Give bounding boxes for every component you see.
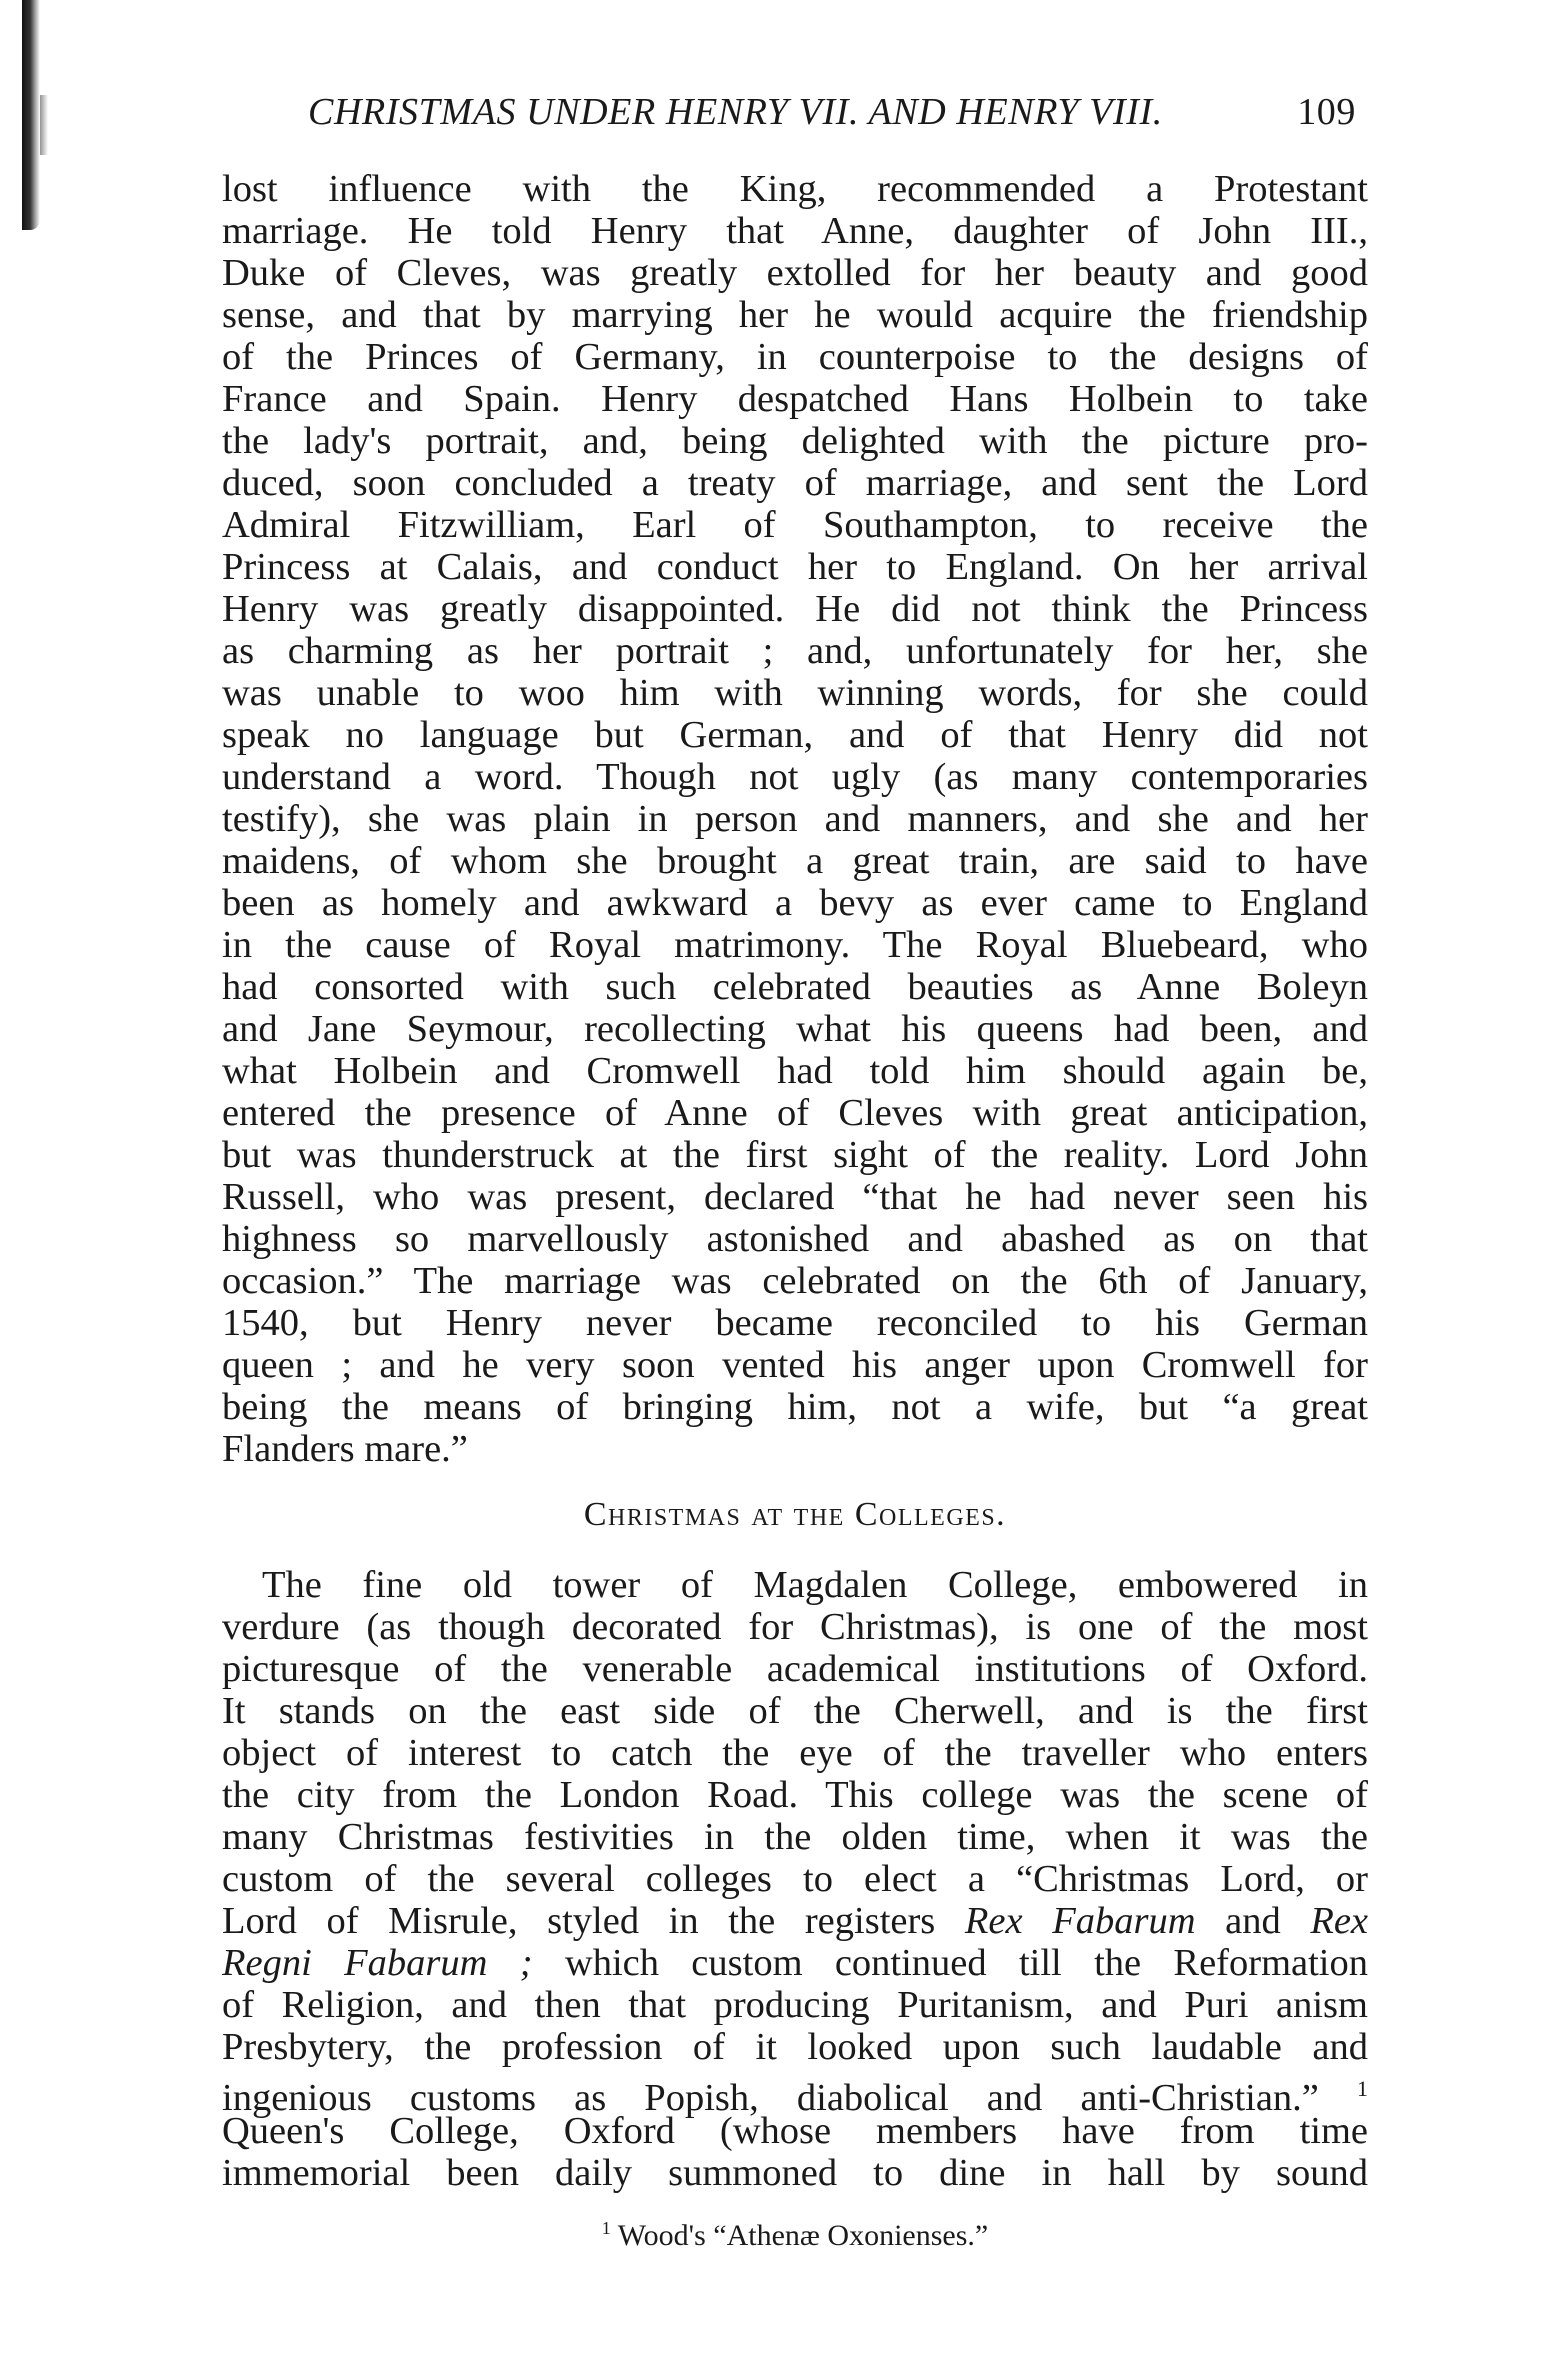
text-run: Lord of Misrule, styled in the registers xyxy=(222,1900,936,1942)
text-line: was unable to woo him with winning words, for she could xyxy=(222,672,1368,714)
text-line: Henry was greatly disappointed. He did not think the Princess xyxy=(222,588,1368,630)
text-line: speak no language but German, and of that Henry did not xyxy=(222,714,1368,756)
text-line: Admiral Fitzwilliam, Earl of Southampton, to receive the xyxy=(222,504,1368,546)
paragraph-magdalen-college xyxy=(222,1564,1368,2194)
latin-term: Rex xyxy=(1310,1900,1369,1942)
text-line: Flanders mare.” xyxy=(222,1428,468,1470)
text-line: Princess at Calais, and conduct her to England. On her arrival xyxy=(222,546,1368,588)
text-run: and xyxy=(1225,1900,1281,1942)
text-line: of Religion, and then that producing Puritanism, and Puri anism xyxy=(222,1984,1368,2026)
text-line: had consorted with such celebrated beauties as Anne Boleyn xyxy=(222,966,1368,1008)
text-line: sense, and that by marrying her he would acquire the friendship xyxy=(222,294,1368,336)
text-line: many Christmas festivities in the olden time, when it was the xyxy=(222,1816,1368,1858)
text-line: Russell, who was present, declared “that he had never seen his xyxy=(222,1176,1368,1218)
latin-term: Regni Fabarum ; xyxy=(222,1942,533,1984)
text-line: queen ; and he very soon vented his anger upon Cromwell for xyxy=(222,1344,1368,1386)
text-line: picturesque of the venerable academical institutions of Oxford. xyxy=(222,1648,1368,1690)
text-line: as charming as her portrait ; and, unfortunately for her, she xyxy=(222,630,1368,672)
binding-shadow xyxy=(22,0,40,230)
text-line: duced, soon concluded a treaty of marriage, and sent the Lord xyxy=(222,462,1368,504)
text-line: custom of the several colleges to elect a “Christmas Lord, or xyxy=(222,1858,1368,1900)
text-line: testify), she was plain in person and manners, and she and her xyxy=(222,798,1368,840)
text-line: The fine old tower of Magdalen College, embowered in xyxy=(262,1564,1368,1606)
section-heading: Christmas at the Colleges. xyxy=(583,1496,1007,1533)
text-line xyxy=(222,1900,1368,1942)
latin-term: Rex Fabarum xyxy=(964,1900,1196,1942)
text-line: France and Spain. Henry despatched Hans Holbein to take xyxy=(222,378,1368,420)
running-head-title: CHRISTMAS UNDER HENRY VII. AND HENRY VIII. xyxy=(308,91,1163,133)
text-line: been as homely and awkward a bevy as ever came to England xyxy=(222,882,1368,924)
text-line: being the means of bringing him, not a wife, but “a great xyxy=(222,1386,1368,1428)
text-line: Presbytery, the profession of it looked upon such laudable and xyxy=(222,2026,1368,2068)
text-line: 1540, but Henry never became reconciled to his German xyxy=(222,1302,1368,1344)
text-line: object of interest to catch the eye of the traveller who enters xyxy=(222,1732,1368,1774)
footnote-reference[interactable]: 1 xyxy=(1357,2076,1369,2101)
running-head xyxy=(224,86,1364,138)
text-line: the lady's portrait, and, being delighted with the picture pro- xyxy=(222,420,1368,462)
text-line: understand a word. Though not ugly (as many contemporaries xyxy=(222,756,1368,798)
text-line: in the cause of Royal matrimony. The Royal Bluebeard, who xyxy=(222,924,1368,966)
text-line xyxy=(222,1942,1368,1984)
text-line: and Jane Seymour, recollecting what his queens had been, and xyxy=(222,1008,1368,1050)
footnote-text: Wood's “Athenæ Oxonienses.” xyxy=(617,2219,989,2252)
paragraph-henry-anne-of-cleves xyxy=(222,168,1368,1470)
text-line: Queen's College, Oxford (whose members have from time xyxy=(222,2110,1368,2152)
text-line xyxy=(222,2068,1369,2119)
text-line: entered the presence of Anne of Cleves with great anticipation, xyxy=(222,1092,1368,1134)
text-line: It stands on the east side of the Cherwell, and is the first xyxy=(222,1690,1368,1732)
text-line: what Holbein and Cromwell had told him should again be, xyxy=(222,1050,1368,1092)
text-line: verdure (as though decorated for Christmas), is one of the most xyxy=(222,1606,1368,1648)
text-line: immemorial been daily summoned to dine in hall by sound xyxy=(222,2152,1368,2194)
text-line: of the Princes of Germany, in counterpoise to the designs of xyxy=(222,336,1368,378)
text-line: maidens, of whom she brought a great train, are said to have xyxy=(222,840,1368,882)
footnote xyxy=(222,2218,1368,2258)
text-line: the city from the London Road. This college was the scene of xyxy=(222,1774,1368,1816)
binding-fleck xyxy=(40,95,48,155)
text-line: Duke of Cleves, was greatly extolled for her beauty and good xyxy=(222,252,1368,294)
text-line: marriage. He told Henry that Anne, daughter of John III., xyxy=(222,210,1368,252)
text-line: highness so marvellously astonished and abashed as on that xyxy=(222,1218,1368,1260)
text-run: ingenious customs as Popish, diabolical and anti-Christian.” xyxy=(222,2076,1319,2119)
text-line: lost influence with the King, recommended a Protestant xyxy=(222,168,1368,210)
text-line: occasion.” The marriage was celebrated on the 6th of January, xyxy=(222,1260,1368,1302)
text-line: but was thunderstruck at the first sight of the reality. Lord John xyxy=(222,1134,1368,1176)
footnote-mark: 1 xyxy=(601,2218,611,2238)
page-number: 109 xyxy=(1297,91,1356,133)
text-run: which custom continued till the Reformation xyxy=(564,1942,1369,1984)
